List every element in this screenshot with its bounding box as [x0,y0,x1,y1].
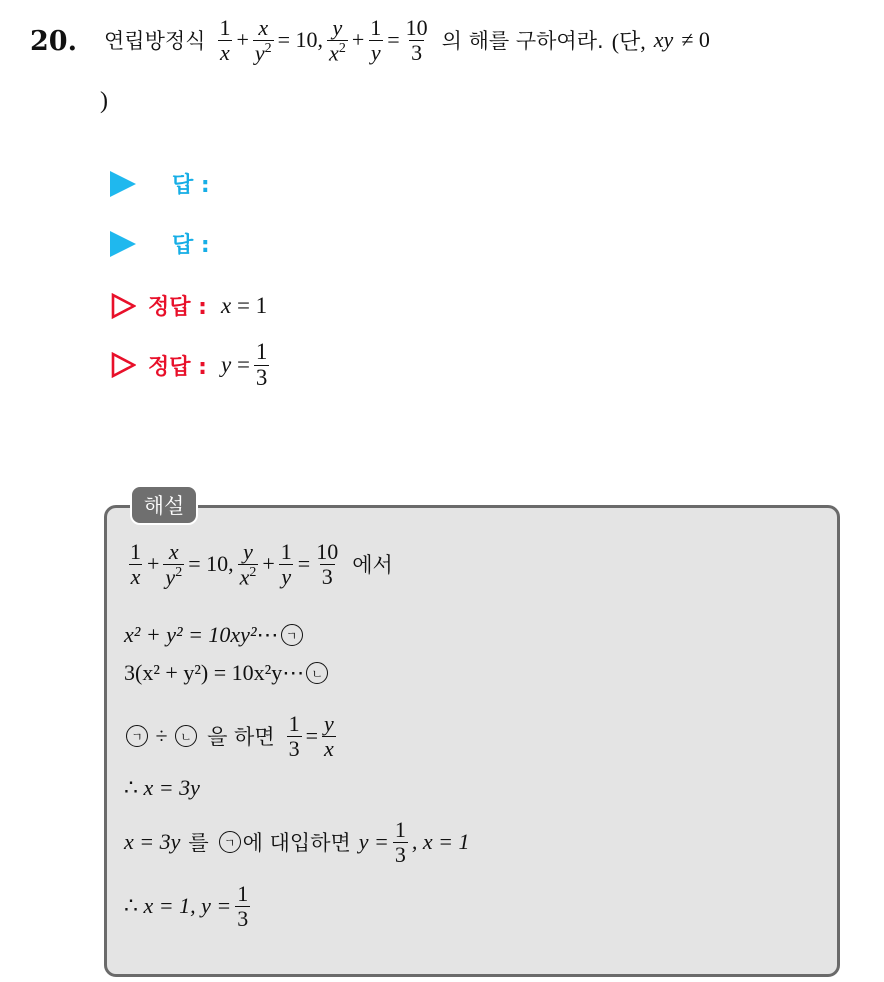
question-close-paren: ) [100,88,108,114]
correct-value-x: x = 1 [220,292,268,318]
correct-value-y: y = $\frac{1}{3}$ [220,339,268,390]
question-ending: 의 해를 구하여라. [441,29,604,54]
q-frac-10-over-3: $\frac{10}{3}$ [405,15,428,65]
answer-label: 답 : [172,173,210,198]
solution-line-1: $\frac{1}{x}$ + $\frac{x}{y^2}$ = 10, $\frac{y}{x^2}$ + $\frac{1}{y}$ = $\frac{10}{3}$ 에서 [130,539,393,590]
correct-label: 정답 : [148,354,207,380]
correct-answer-1 [110,290,267,321]
solution-line-4: ㄱ ÷ ㄴ 을 하면 $\frac{1}{3}$ = $\frac{y}{x}$ [124,712,340,761]
correct-answer-2 [110,340,273,391]
answer-label: 답 : [172,233,210,258]
q-frac-x-over-y2: $\frac{x}{y^2}$ [254,15,272,66]
q-frac-1-over-y: $\frac{1}{y}$ [370,15,382,65]
outline-triangle-icon [110,293,136,319]
circled-nieun-icon: ㄴ [306,662,328,684]
question-intro: 연립방정식 [104,29,206,54]
answer-blank-2[interactable] [110,228,210,259]
circled-giyeok-icon: ㄱ [219,831,241,853]
q-frac-1-over-x: $\frac{1}{x}$ [219,15,231,65]
correct-label: 정답 : [148,295,207,320]
circled-giyeok-icon: ㄱ [126,725,148,747]
circled-giyeok-icon: ㄱ [281,624,303,646]
play-arrow-icon [110,171,136,197]
solution-line-7: ∴ x = 1, y = $\frac{1}{3}$ [124,881,249,931]
question-number: 20. [30,26,77,57]
solution-line-6: x = 3y 를 ㄱ 에 대입하면 y = $\frac{1}{3}$ , x = 1 [124,817,470,867]
solution-line-2: x² + y² = 10xy² ⋯ ㄱ [124,622,305,648]
play-arrow-icon [110,231,136,257]
question-text: 연립방정식 $\frac{1}{x}$ + $\frac{x}{y^2}$ = 10, $\frac{y}{x^2}$ + $\frac{1}{y}$ = $\frac{10}{3}$ 의 해를 구하여라. (단, xy ≠ 0 [104,15,710,66]
answer-blank-1[interactable] [110,168,210,199]
solution-tab: 해설 [130,485,198,525]
outline-triangle-icon [110,352,136,378]
q-frac-y-over-x2: $\frac{y}{x^2}$ [329,15,346,66]
solution-line-3: 3(x² + y²) = 10x²y ⋯ ㄴ [124,660,330,686]
circled-nieun-icon: ㄴ [175,725,197,747]
solution-line-5: ∴ x = 3y [124,775,200,800]
